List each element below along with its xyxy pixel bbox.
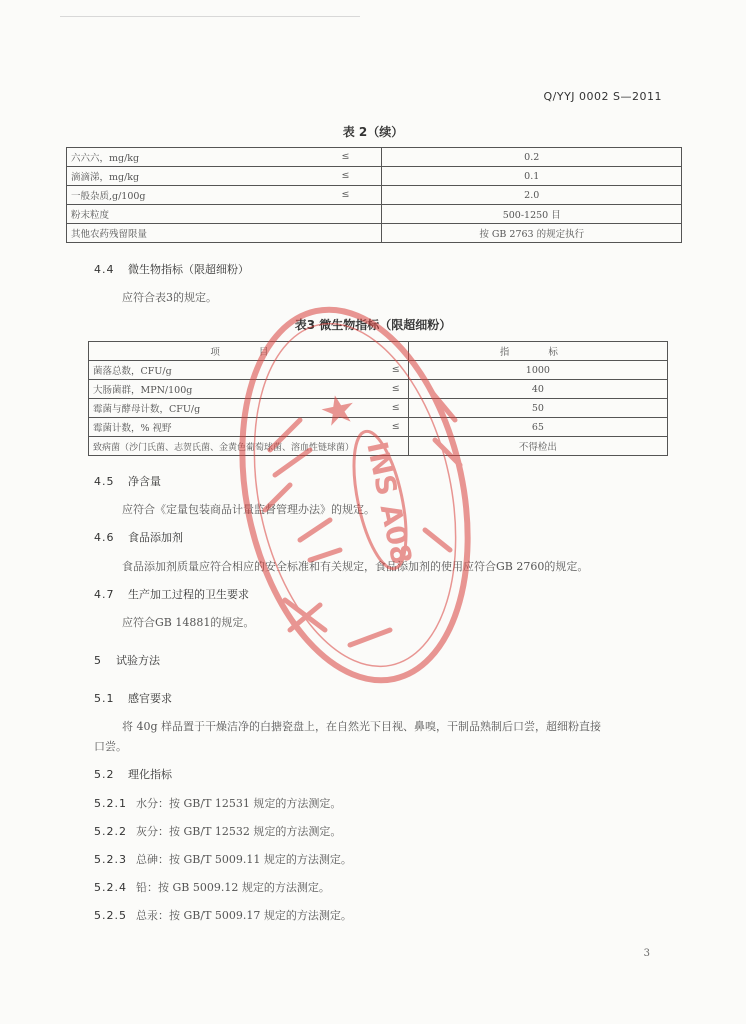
method-5-2-3: 5.2.3 总砷：按 GB/T 5009.11 规定的方法测定。 xyxy=(94,853,352,866)
cell-item: 六六六，mg/kg xyxy=(71,153,140,164)
cell-value: 50 xyxy=(408,399,667,418)
cell-op: ≤ xyxy=(391,402,400,413)
cell-value: 按 GB 2763 的规定执行 xyxy=(382,224,682,243)
cell-op: ≤ xyxy=(341,189,350,200)
section-4-5-text: 应符合《定量包装商品计量监督管理办法》的规定。 xyxy=(122,503,375,516)
table-row xyxy=(67,167,682,186)
cell-value: 500-1250 目 xyxy=(382,205,682,224)
official-seal xyxy=(230,300,490,700)
header-index: 指 标 xyxy=(408,342,667,361)
scan-artifact-line xyxy=(60,16,360,17)
table-row xyxy=(67,186,682,205)
standard-code: Q/YYJ 0002 S—2011 xyxy=(543,90,662,103)
section-4-4-heading: 4.4 微生物指标（限超细粉） xyxy=(94,263,249,276)
cell-value: 65 xyxy=(408,418,667,437)
table-row xyxy=(67,148,682,167)
section-4-5-heading: 4.5 净含量 xyxy=(94,475,161,488)
cell-op: ≤ xyxy=(391,364,400,375)
table2 xyxy=(66,147,682,243)
cell-item: 大肠菌群，MPN/100g xyxy=(93,385,193,396)
cell-value: 0.2 xyxy=(382,148,682,167)
seal-text: INS A08 xyxy=(360,438,419,568)
cell-item: 滴滴涕，mg/kg xyxy=(71,172,140,183)
method-5-2-2: 5.2.2 灰分：按 GB/T 12532 规定的方法测定。 xyxy=(94,825,342,838)
section-5-1-text-line1: 将 40g 样品置于干燥洁净的白搪瓷盘上，在自然光下目视、鼻嗅，干制品熟制后口尝，超细粉直接 xyxy=(122,720,602,733)
method-5-2-1: 5.2.1 水分：按 GB/T 12531 规定的方法测定。 xyxy=(94,797,342,810)
cell-item: 其他农药残留限量 xyxy=(67,224,382,243)
section-4-4-text: 应符合表3的规定。 xyxy=(122,291,217,304)
section-5-1-text-line2: 口尝。 xyxy=(94,740,127,753)
cell-value: 40 xyxy=(408,380,667,399)
method-5-2-5: 5.2.5 总汞：按 GB/T 5009.17 规定的方法测定。 xyxy=(94,909,352,922)
table-row xyxy=(67,224,682,243)
table3-caption: 表3 微生物指标（限超细粉） xyxy=(294,318,452,332)
cell-value: 不得检出 xyxy=(408,437,667,456)
method-5-2-4: 5.2.4 铅：按 GB 5009.12 规定的方法测定。 xyxy=(94,881,330,894)
section-4-7-heading: 4.7 生产加工过程的卫生要求 xyxy=(94,588,249,601)
cell-op: ≤ xyxy=(341,151,350,162)
cell-op: ≤ xyxy=(341,170,350,181)
cell-value: 1000 xyxy=(408,361,667,380)
cell-item: 菌落总数，CFU/g xyxy=(93,366,172,377)
cell-op: ≤ xyxy=(391,421,400,432)
cell-item: 粉末粒度 xyxy=(67,205,382,224)
section-4-7-text: 应符合GB 14881的规定。 xyxy=(122,616,255,629)
section-4-6-text: 食品添加剂质量应符合相应的安全标准和有关规定，食品添加剂的使用应符合GB 2760的规定。 xyxy=(122,560,589,573)
cell-item: 霉菌计数，% 视野 xyxy=(93,423,172,434)
seal-star-icon xyxy=(319,392,356,427)
cell-item: 霉菌与酵母计数，CFU/g xyxy=(93,404,201,415)
cell-op: ≤ xyxy=(391,383,400,394)
cell-item: 致病菌（沙门氏菌、志贺氏菌、金黄色葡萄球菌、溶血性链球菌） xyxy=(89,437,409,456)
page-number: 3 xyxy=(643,948,650,959)
cell-value: 0.1 xyxy=(382,167,682,186)
table-row xyxy=(67,205,682,224)
section-5-1-heading: 5.1 感官要求 xyxy=(94,692,172,705)
section-5-heading: 5 试验方法 xyxy=(94,654,160,667)
section-5-2-heading: 5.2 理化指标 xyxy=(94,768,172,781)
cell-item: 一般杂质,g/100g xyxy=(71,191,146,202)
header-item: 项 目 xyxy=(89,342,409,361)
cell-value: 2.0 xyxy=(382,186,682,205)
table2-caption: 表 2（续） xyxy=(342,125,404,139)
section-4-6-heading: 4.6 食品添加剂 xyxy=(94,531,183,544)
